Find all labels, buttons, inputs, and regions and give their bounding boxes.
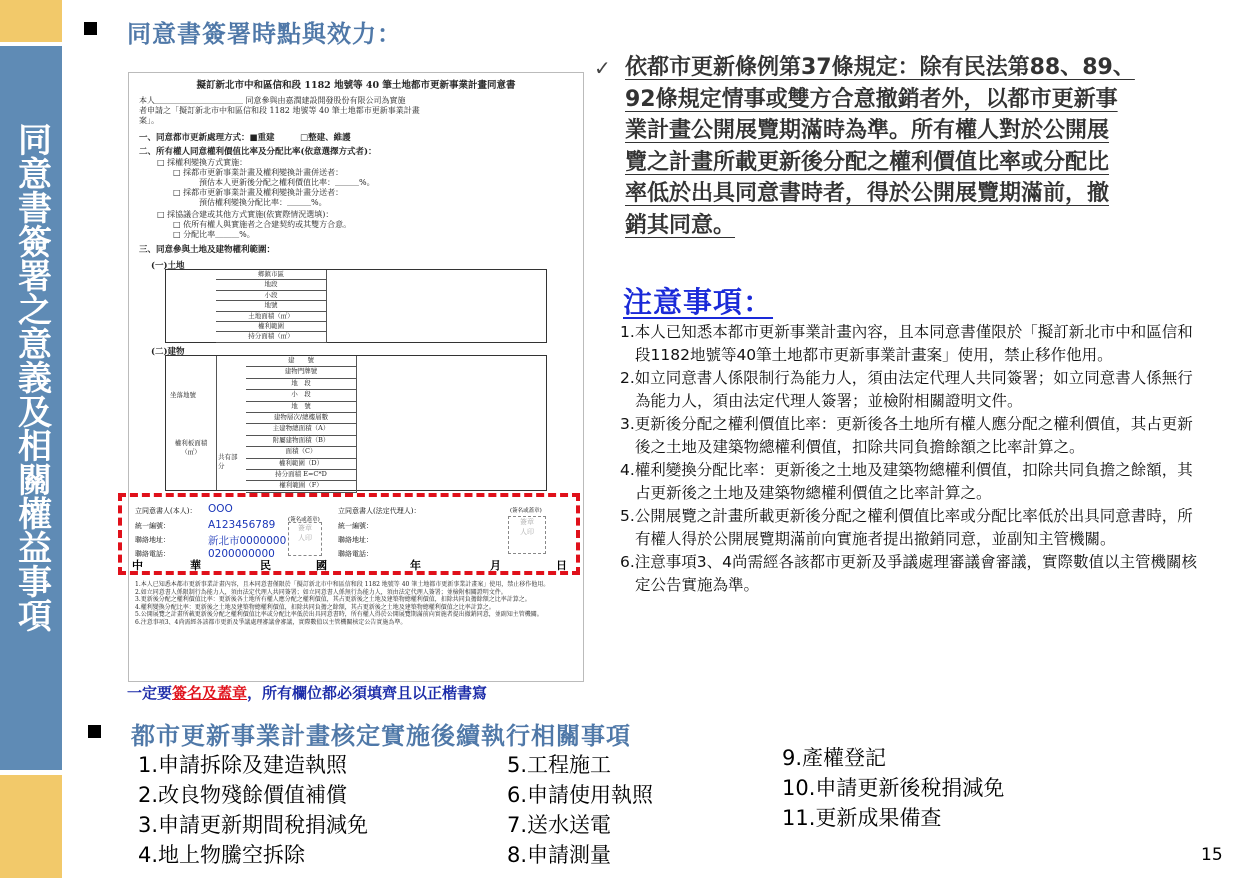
building-table-row: 地 段 [246, 379, 357, 390]
step-item: 5.工程施工 [507, 753, 612, 777]
notice-item: 5.公開展覽之計畫所載更新後分配之權利價值比率或分配比率低於出具同意書時，所有權人得於公開展覽期滿前向實施者提出撤銷同意，並副知主管機關。 [620, 507, 1193, 548]
form-intro-line: 本人＿＿＿＿＿＿＿＿＿＿＿ 同意參與由嘉潤建設開發股份有限公司為實施 [139, 96, 406, 105]
address-label: 聯絡地址： [135, 536, 170, 544]
form-note: 5.公開展覽之計畫所載更新後分配之權利價值比率或分配比率低於出具同意書時，所有權人得於公開展覽期滿前向實施者提出撤銷同意，並副知主管機關。 [135, 611, 543, 619]
notice-item: 1.本人已知悉本都市更新事業計畫內容，且本同意書僅限於「擬訂新北市中和區信和段1182地號等40筆土地都市更新事業計畫案」使用，禁止移作他用。 [620, 323, 1193, 364]
section-heading: 同意書簽署時點與效力： [127, 20, 402, 48]
step-item: 6.申請使用執照 [507, 783, 654, 807]
date-char: 華 [190, 559, 201, 572]
main-paragraph-text: 率低於出具同意書時者，得於公開展覽期滿前，撤 [625, 181, 1110, 207]
notice-item: 2.如立同意書人係限制行為能力人，須由法定代理人共同簽署；如立同意書人係無行為能力人，須由法定代理人簽署；並檢附相關證明文件。 [620, 369, 1193, 410]
stamp-note: (簽名或蓋章) [510, 508, 542, 514]
step-item: 1.申請拆除及建造執照 [138, 753, 348, 777]
check-icon: ✓ [594, 56, 611, 80]
caption-pre: 一定要 [127, 684, 173, 702]
step-item: 2.改良物殘餘價值補償 [138, 783, 348, 807]
form-section-2: 二、所有權人同意權利價值比率及分配比率(依意選擇方式者)： [139, 147, 377, 157]
land-table-row: 地號 [216, 301, 327, 311]
step-item: 9.產權登記 [782, 746, 887, 770]
phone-label-2: 聯絡電話： [338, 550, 373, 558]
land-table-row: 地段 [216, 280, 327, 290]
date-char: 國 [316, 559, 327, 572]
notice-item: 4.權利變換分配比率：更新後之土地及建築物總權利價值，扣除共同負擔之餘額，其占更新後之土地及建築物總權利價值之比率計算之。 [620, 461, 1193, 502]
id-label-2: 統一編號： [338, 522, 373, 530]
form-note: 2.如立同意書人係限制行為能力人，須由法定代理人共同簽署；如立同意書人係無行為能力人，須由法定代理人簽署；並檢附相關證明文件。 [135, 588, 507, 596]
signature-caption [127, 682, 487, 703]
main-paragraph-line [625, 115, 1199, 147]
main-paragraph-line [625, 210, 1199, 242]
stamp-text: 簽章 人印 [520, 518, 534, 536]
form-notes [135, 581, 575, 627]
form-note: 6.注意事項3、4尚需經各該都市更新及爭議處理審議會審議，實際數值以主管機關核定公告實施為準。 [135, 618, 407, 626]
steps-column-1 [138, 750, 368, 870]
square-bullet-icon [88, 725, 101, 738]
building-left-label: 共有部分 [218, 453, 238, 470]
land-table [165, 269, 547, 343]
sidebar-accent-bottom [0, 775, 62, 878]
id-label: 統一編號： [135, 522, 170, 530]
steps-column-3 [782, 743, 1004, 833]
form-section-1: 一、同意都市更新處理方式：■重建 □整建、維護 [139, 133, 351, 143]
step-item: 3.申請更新期間稅捐減免 [138, 813, 369, 837]
date-char: 民 [260, 559, 271, 572]
stamp-note: (簽名或蓋章) [288, 517, 320, 523]
main-paragraph-line [625, 84, 1199, 116]
form-option: □ 採都市更新事業計畫及權利變換計畫分送者： [173, 188, 344, 197]
form-option: 預估權利變換分配比率：＿＿＿%。 [199, 198, 327, 207]
address-label-2: 聯絡地址： [338, 536, 373, 544]
step-item: 7.送水送電 [507, 813, 612, 837]
building-table-row: 地 號 [246, 402, 357, 413]
main-paragraph-text: 依都市更新條例第37條規定：除有民法第88、89、 [625, 55, 1135, 80]
building-left-label: 坐落地號 [170, 391, 196, 399]
date-char: 年 [410, 559, 421, 572]
land-table-row: 土地面積（㎡） [216, 312, 327, 322]
form-title: 擬訂新北市中和區信和段 1182 地號等 40 筆土地都市更新事業計畫同意書 [196, 80, 516, 91]
form-option: □ 依所有權人與實施者之合建契約或其雙方合意。 [173, 220, 352, 229]
step-item: 4.地上物騰空拆除 [138, 843, 306, 867]
notice-item: 6.注意事項3、4尚需經各該都市更新及爭議處理審議會審議，實際數值以主管機關核定公告實施為準。 [620, 553, 1198, 594]
square-bullet-icon [84, 22, 97, 35]
building-table-row: 建 號 [246, 356, 357, 367]
building-table [165, 355, 547, 491]
signer-label: 立同意書人(本人)： [135, 507, 197, 515]
form-option: 預估本人更新後分配之權利價值比率：＿＿＿%。 [199, 178, 375, 187]
notice-title: 注意事項： [623, 285, 774, 319]
sidebar-accent-top [0, 0, 62, 42]
main-paragraph-text: 業計畫公開展覽期滿時為準。所有權人對於公開展 [625, 118, 1110, 144]
building-table-row: 權利範圍（F） [246, 481, 357, 492]
form-section-3: 三、同意參與土地及建物權利範圍： [139, 245, 276, 255]
form-note: 4.權利變換分配比率：更新後之土地及建築物總權利價值，扣除共同負擔之餘額，其占更新後之土地及建築物總權利價值之比率計算之。 [135, 603, 495, 611]
main-paragraph-line [625, 147, 1199, 179]
date-char: 日 [556, 559, 567, 572]
date-char: 月 [490, 559, 501, 572]
consent-form-image [128, 72, 584, 682]
land-table-row: 持分面積（㎡） [216, 332, 327, 342]
form-land-label: (一)土地 [151, 261, 185, 271]
building-table-row: 持分面積 E=C*D [246, 470, 357, 481]
main-paragraph-text: 銷其同意。 [625, 212, 736, 238]
form-building-label: (二)建物 [151, 347, 185, 357]
form-option: □ 採權利變換方式實施： [157, 158, 248, 167]
main-paragraph-text: 92條規定情事或雙方合意撤銷者外，以都市更新事 [625, 86, 1118, 112]
building-table-row: 主建物總面積（A） [246, 424, 357, 435]
building-table-row: 權利範圍（D） [246, 459, 357, 470]
signer2-label: 立同意書人(法定代理人)： [338, 507, 421, 515]
form-note: 3.更新後分配之權利價值比率：更新後各土地所有權人應分配之權利價值，其占更新後之土地及建築物總權利價值，扣除共同負擔餘額之比率計算之。 [135, 596, 531, 604]
building-table-row: 小 段 [246, 390, 357, 401]
signature-highlight-box [118, 493, 580, 575]
building-table-row: 建物門牌號 [246, 367, 357, 378]
main-paragraph-text: 覽之計畫所載更新後分配之權利價值比率或分配比 [625, 149, 1110, 175]
phone-label: 聯絡電話： [135, 550, 170, 558]
form-option: □ 分配比率＿＿＿%。 [173, 230, 255, 239]
section-heading: 都市更新事業計畫核定實施後續執行相關事項 [131, 722, 631, 750]
caption-highlight: 簽名及蓋章 [172, 684, 248, 702]
form-option: □ 採都市更新事業計畫及權利變換計畫併送者： [173, 168, 344, 177]
steps-column-2 [507, 750, 653, 870]
form-intro-line: 案」。 [139, 116, 159, 125]
main-paragraph [625, 52, 1199, 242]
building-left-label: 權利板面積（㎡） [174, 439, 208, 456]
phone-value: 0200000000 [208, 548, 275, 560]
notice-list [620, 321, 1200, 597]
sidebar-title: 同意書簽署之意義及相關權益事項 [11, 122, 52, 632]
page-number: 15 [1201, 845, 1223, 865]
signer-value: OOO [208, 503, 233, 515]
main-paragraph-line [625, 178, 1199, 210]
step-item: 11.更新成果備查 [782, 806, 942, 830]
land-table-row: 小段 [216, 291, 327, 301]
form-option: □ 採協議合建或其他方式實施(依實際情況選填)： [157, 210, 334, 219]
id-value: A123456789 [208, 519, 276, 531]
building-table-row: 附屬建物面積（B） [246, 436, 357, 447]
date-char: 中 [132, 559, 143, 572]
land-table-row: 鄉鎮市區 [216, 270, 327, 280]
building-table-row: 建物層次/總樓層數 [246, 413, 357, 424]
land-table-row: 權利範圍 [216, 322, 327, 332]
address-value: 新北市0000000 [208, 535, 287, 547]
form-intro-line: 者申請之「擬訂新北市中和區信和段 1182 地號等 40 筆土地都市更新事業計畫 [139, 106, 420, 115]
step-item: 10.申請更新後稅捐減免 [782, 776, 1005, 800]
step-item: 8.申請測量 [507, 843, 612, 867]
stamp-text: 簽章 人印 [298, 524, 312, 542]
caption-post: ，所有欄位都必須填齊且以正楷書寫 [247, 684, 488, 702]
form-note: 1.本人已知悉本都市更新事業計畫內容，且本同意書僅限於「擬訂新北市中和區信和段 1182 地號等 40 筆土地都市更新事業計畫案」使用，禁止移作他用。 [135, 581, 550, 588]
building-table-row: 面積（C） [246, 447, 357, 458]
notice-item: 3.更新後分配之權利價值比率：更新後各土地所有權人應分配之權利價值，其占更新後之土地及建築物總權利價值，扣除共同負擔餘額之比率計算之。 [620, 415, 1193, 456]
main-paragraph-line [625, 52, 1199, 84]
